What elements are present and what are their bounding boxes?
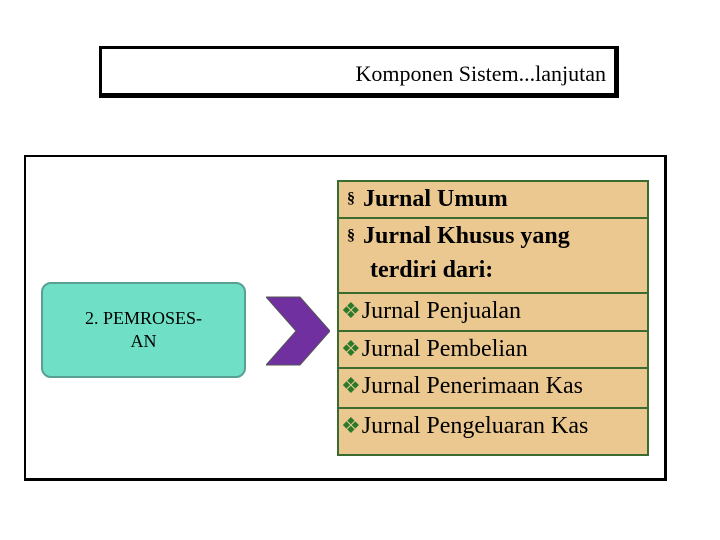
list-item-text: Jurnal Khusus yang <box>363 223 570 249</box>
list-item <box>339 219 647 292</box>
title-box <box>99 46 619 98</box>
list-item <box>339 332 647 367</box>
right-arrow-icon <box>266 291 330 371</box>
list-item-text: Jurnal Penjualan <box>361 298 522 324</box>
list-item-text-continued: terdiri dari: <box>370 257 494 283</box>
diamond-bullet-icon: ❖ <box>341 298 361 323</box>
square-bullet-icon: § <box>347 227 355 244</box>
list-item-text: Jurnal Penerimaan Kas <box>361 373 583 399</box>
diamond-bullet-icon: ❖ <box>341 336 361 361</box>
process-box <box>41 282 246 378</box>
square-bullet-icon: § <box>347 190 355 207</box>
slide-title: Komponen Sistem...lanjutan <box>355 61 606 86</box>
process-label-line2: AN <box>130 331 157 351</box>
list-item-text: Jurnal Umum <box>363 186 508 212</box>
diamond-bullet-icon: ❖ <box>341 413 361 438</box>
journal-list <box>337 180 649 456</box>
list-item <box>339 182 647 217</box>
list-item <box>339 369 647 407</box>
diamond-bullet-icon: ❖ <box>341 373 361 398</box>
process-label-line1: 2. PEMROSES- <box>84 308 203 328</box>
list-item <box>339 409 647 454</box>
list-item <box>339 294 647 330</box>
list-item-text: Jurnal Pengeluaran Kas <box>361 413 589 439</box>
list-item-text: Jurnal Pembelian <box>361 336 528 362</box>
